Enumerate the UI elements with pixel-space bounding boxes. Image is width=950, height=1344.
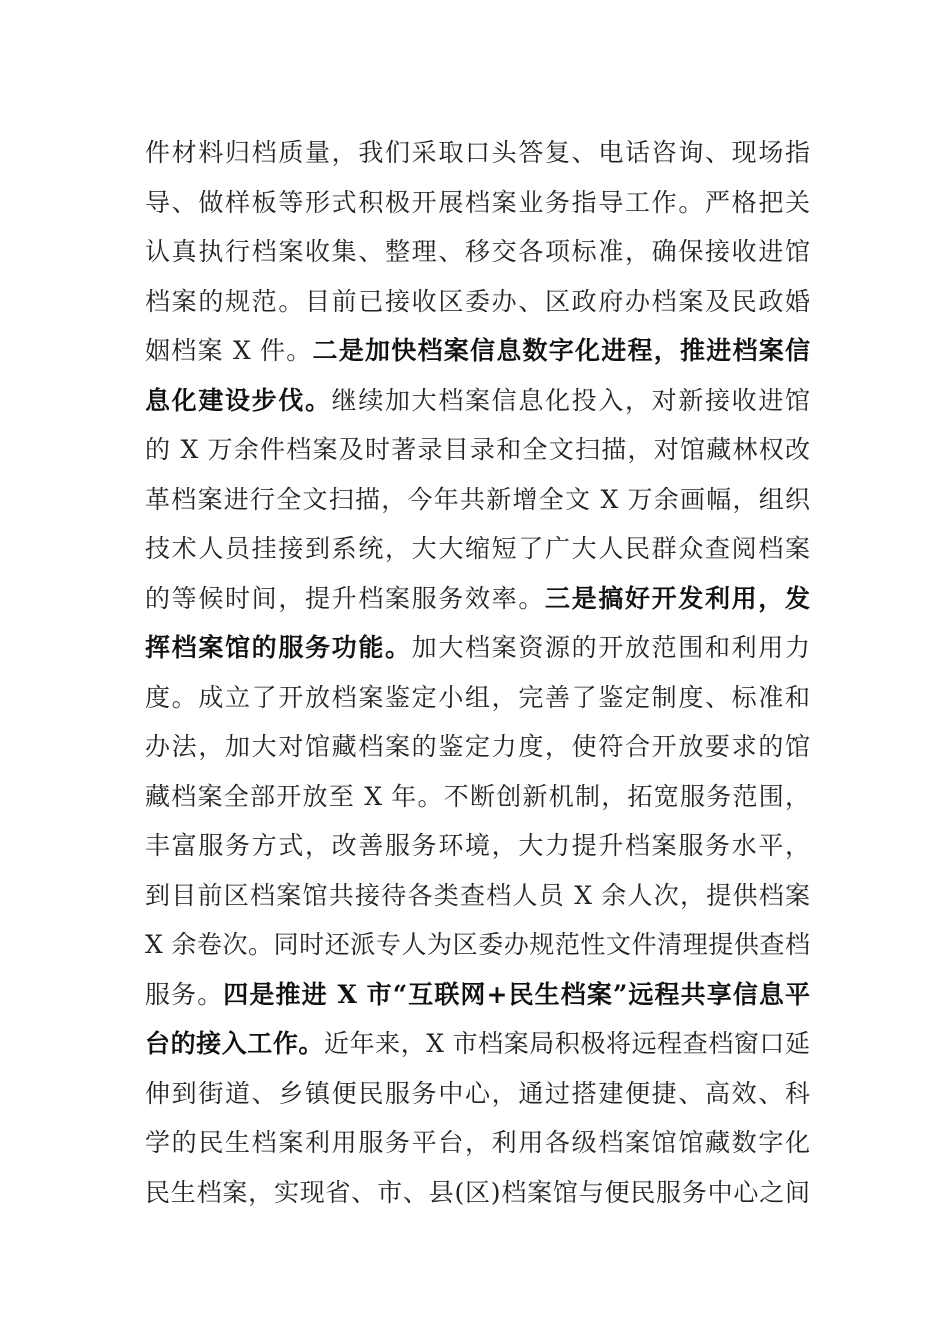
text-line bbox=[145, 178, 810, 228]
text-run: 服务。 bbox=[145, 979, 224, 1009]
text-run: 藏档案全部开放至 X 年。不断创新机制，拓宽服务范围， bbox=[145, 781, 810, 811]
text-line bbox=[145, 1118, 810, 1168]
text-run: 认真执行档案收集、整理、移交各项标准，确保接收进馆 bbox=[145, 237, 810, 266]
text-line bbox=[145, 475, 810, 525]
text-run: 学的民生档案利用服务平台，利用各级档案馆馆藏数字化 bbox=[145, 1128, 810, 1157]
text-run: 革档案进行全文扫描，今年共新增全文 X 万余画幅，组织 bbox=[145, 484, 810, 514]
text-run: 件材料归档质量，我们采取口头答复、电话咨询、现场指 bbox=[145, 138, 810, 167]
text-line bbox=[145, 920, 810, 970]
bold-heading-run: 挥档案馆的服务功能。 bbox=[145, 633, 412, 662]
text-line bbox=[145, 970, 810, 1020]
text-line bbox=[145, 821, 810, 871]
bold-heading-run: 台的接入工作。 bbox=[145, 1029, 324, 1058]
text-run: 姻档案 X 件。 bbox=[145, 336, 313, 365]
bold-heading-run: 四是推进 X 市“互联网+民生档案”远程共享信息平 bbox=[223, 979, 810, 1009]
bold-heading-run: 三是搞好开发利用，发 bbox=[544, 583, 810, 613]
text-run: 技术人员挂接到系统，大大缩短了广大人民群众查阅档案 bbox=[145, 534, 810, 563]
text-run: 丰富服务方式，改善服务环境，大力提升档案服务水平， bbox=[145, 831, 810, 860]
text-line bbox=[145, 574, 810, 624]
text-line bbox=[145, 425, 810, 475]
text-run: 民生档案，实现省、市、县(区)档案馆与便民服务中心之间 bbox=[145, 1177, 810, 1207]
bold-heading-run: 息化建设步伐。 bbox=[145, 385, 332, 415]
text-run: 近年来，X 市档案局积极将远程查档窗口延 bbox=[324, 1029, 810, 1058]
text-line bbox=[145, 277, 810, 327]
text-line bbox=[145, 722, 810, 772]
text-line bbox=[145, 128, 810, 178]
body-text bbox=[145, 128, 810, 1217]
text-run: X 余卷次。同时还派专人为区委办规范性文件清理提供查档 bbox=[145, 930, 810, 959]
text-line bbox=[145, 871, 810, 921]
text-run: 的等候时间，提升档案服务效率。 bbox=[145, 583, 545, 613]
text-line bbox=[145, 376, 810, 426]
text-run: 办法，加大对馆藏档案的鉴定力度，使符合开放要求的馆 bbox=[145, 732, 810, 761]
text-run: 到目前区档案馆共接待各类查档人员 X 余人次，提供档案 bbox=[145, 880, 810, 910]
bold-heading-run: 二是加快档案信息数字化进程，推进档案信 bbox=[312, 336, 810, 365]
text-line bbox=[145, 1069, 810, 1119]
text-run: 导、做样板等形式积极开展档案业务指导工作。严格把关 bbox=[145, 187, 810, 217]
text-run: 度。成立了开放档案鉴定小组，完善了鉴定制度、标准和 bbox=[145, 682, 810, 712]
text-line bbox=[145, 1168, 810, 1218]
text-line bbox=[145, 772, 810, 822]
text-line bbox=[145, 524, 810, 574]
text-line bbox=[145, 623, 810, 673]
text-run: 档案的规范。目前已接收区委办、区政府办档案及民政婚 bbox=[145, 286, 810, 316]
text-line bbox=[145, 227, 810, 277]
text-run: 继续加大档案信息化投入，对新接收进馆 bbox=[331, 385, 810, 415]
text-run: 的 X 万余件档案及时著录目录和全文扫描，对馆藏林权改 bbox=[145, 435, 810, 464]
text-line bbox=[145, 1019, 810, 1069]
text-line bbox=[145, 673, 810, 723]
text-run: 伸到街道、乡镇便民服务中心，通过搭建便捷、高效、科 bbox=[145, 1078, 810, 1108]
text-line bbox=[145, 326, 810, 376]
text-run: 加大档案资源的开放范围和利用力 bbox=[411, 633, 810, 662]
